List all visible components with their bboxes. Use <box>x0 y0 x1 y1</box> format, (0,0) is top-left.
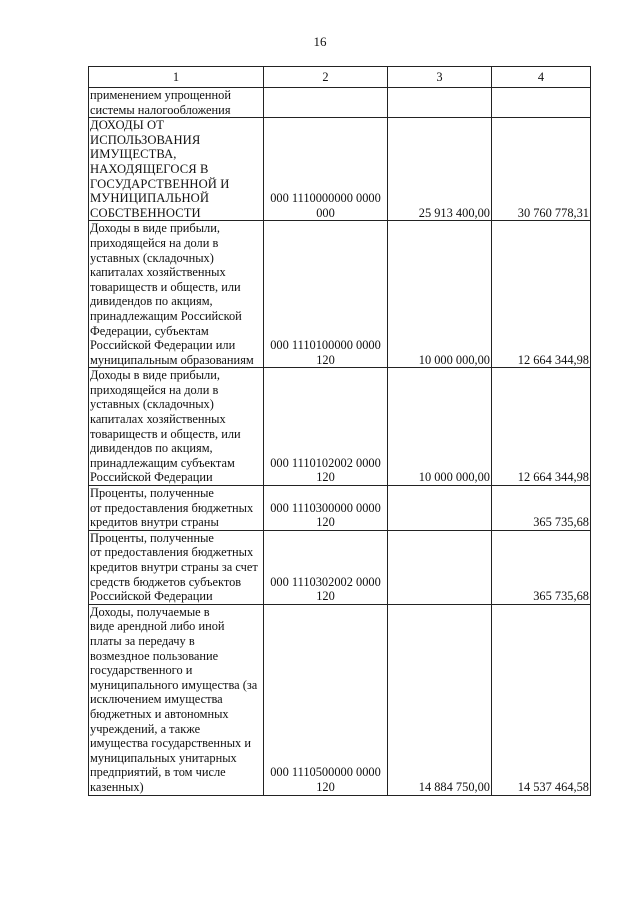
row-description: ДОХОДЫ ОТ ИСПОЛЬЗОВАНИЯ ИМУЩЕСТВА, НАХОДЯЩЕГОСЯ В ГОСУДАРСТВЕННОЙ И МУНИЦИПАЛЬНОЙ СОБСТВЕННОСТИ <box>89 118 264 221</box>
table-row <box>89 118 591 221</box>
row-description: применением упрощенной системы налогообложения <box>89 88 264 118</box>
table-row <box>89 368 591 486</box>
column-header-3: 3 <box>388 67 492 88</box>
row-code <box>264 88 388 118</box>
column-header-4: 4 <box>492 67 591 88</box>
row-value-4: 365 735,68 <box>492 486 591 531</box>
column-header-1: 1 <box>89 67 264 88</box>
row-code: 000 1110500000 0000 120 <box>264 604 388 795</box>
row-value-3: 10 000 000,00 <box>388 221 492 368</box>
table-row <box>89 221 591 368</box>
table-row <box>89 486 591 531</box>
row-value-4: 14 537 464,58 <box>492 604 591 795</box>
column-header-2: 2 <box>264 67 388 88</box>
row-value-4: 12 664 344,98 <box>492 368 591 486</box>
row-value-3: 25 913 400,00 <box>388 118 492 221</box>
row-description: Проценты, полученные от предоставления бюджетных кредитов внутри страны за счет средств бюджетов субъектов Российской Федерации <box>89 530 264 604</box>
row-description: Доходы, получаемые в виде арендной либо иной платы за передачу в возмездное пользование государственного и муниципального имущества (за исключением имущества бюджетных и автономных учреждений, а также имущества государственных и муниципальных унитарных предприятий, в том числе казенных) <box>89 604 264 795</box>
row-code: 000 1110300000 0000 120 <box>264 486 388 531</box>
row-code: 000 1110100000 0000 120 <box>264 221 388 368</box>
row-value-3 <box>388 88 492 118</box>
row-description: Доходы в виде прибыли, приходящейся на доли в уставных (складочных) капиталах хозяйственных товариществ и обществ, или дивидендов по акциям, принадлежащим Российской Федерации, субъектам Российской Федерации или муниципальным образованиям <box>89 221 264 368</box>
table-row <box>89 88 591 118</box>
row-value-3 <box>388 530 492 604</box>
row-description: Проценты, полученные от предоставления бюджетных кредитов внутри страны <box>89 486 264 531</box>
header-row <box>89 67 591 88</box>
table-row <box>89 604 591 795</box>
row-value-4: 365 735,68 <box>492 530 591 604</box>
row-value-4: 12 664 344,98 <box>492 221 591 368</box>
row-value-4 <box>492 88 591 118</box>
row-value-3: 10 000 000,00 <box>388 368 492 486</box>
row-code: 000 1110302002 0000 120 <box>264 530 388 604</box>
table-row <box>89 530 591 604</box>
page-number: 16 <box>313 34 327 49</box>
row-value-4: 30 760 778,31 <box>492 118 591 221</box>
row-value-3: 14 884 750,00 <box>388 604 492 795</box>
row-value-3 <box>388 486 492 531</box>
row-description: Доходы в виде прибыли, приходящейся на доли в уставных (складочных) капиталах хозяйственных товариществ и обществ, или дивидендов по акциям, принадлежащим субъектам Российской Федерации <box>89 368 264 486</box>
row-code: 000 1110102002 0000 120 <box>264 368 388 486</box>
row-code: 000 1110000000 0000 000 <box>264 118 388 221</box>
revenue-table <box>88 66 591 796</box>
